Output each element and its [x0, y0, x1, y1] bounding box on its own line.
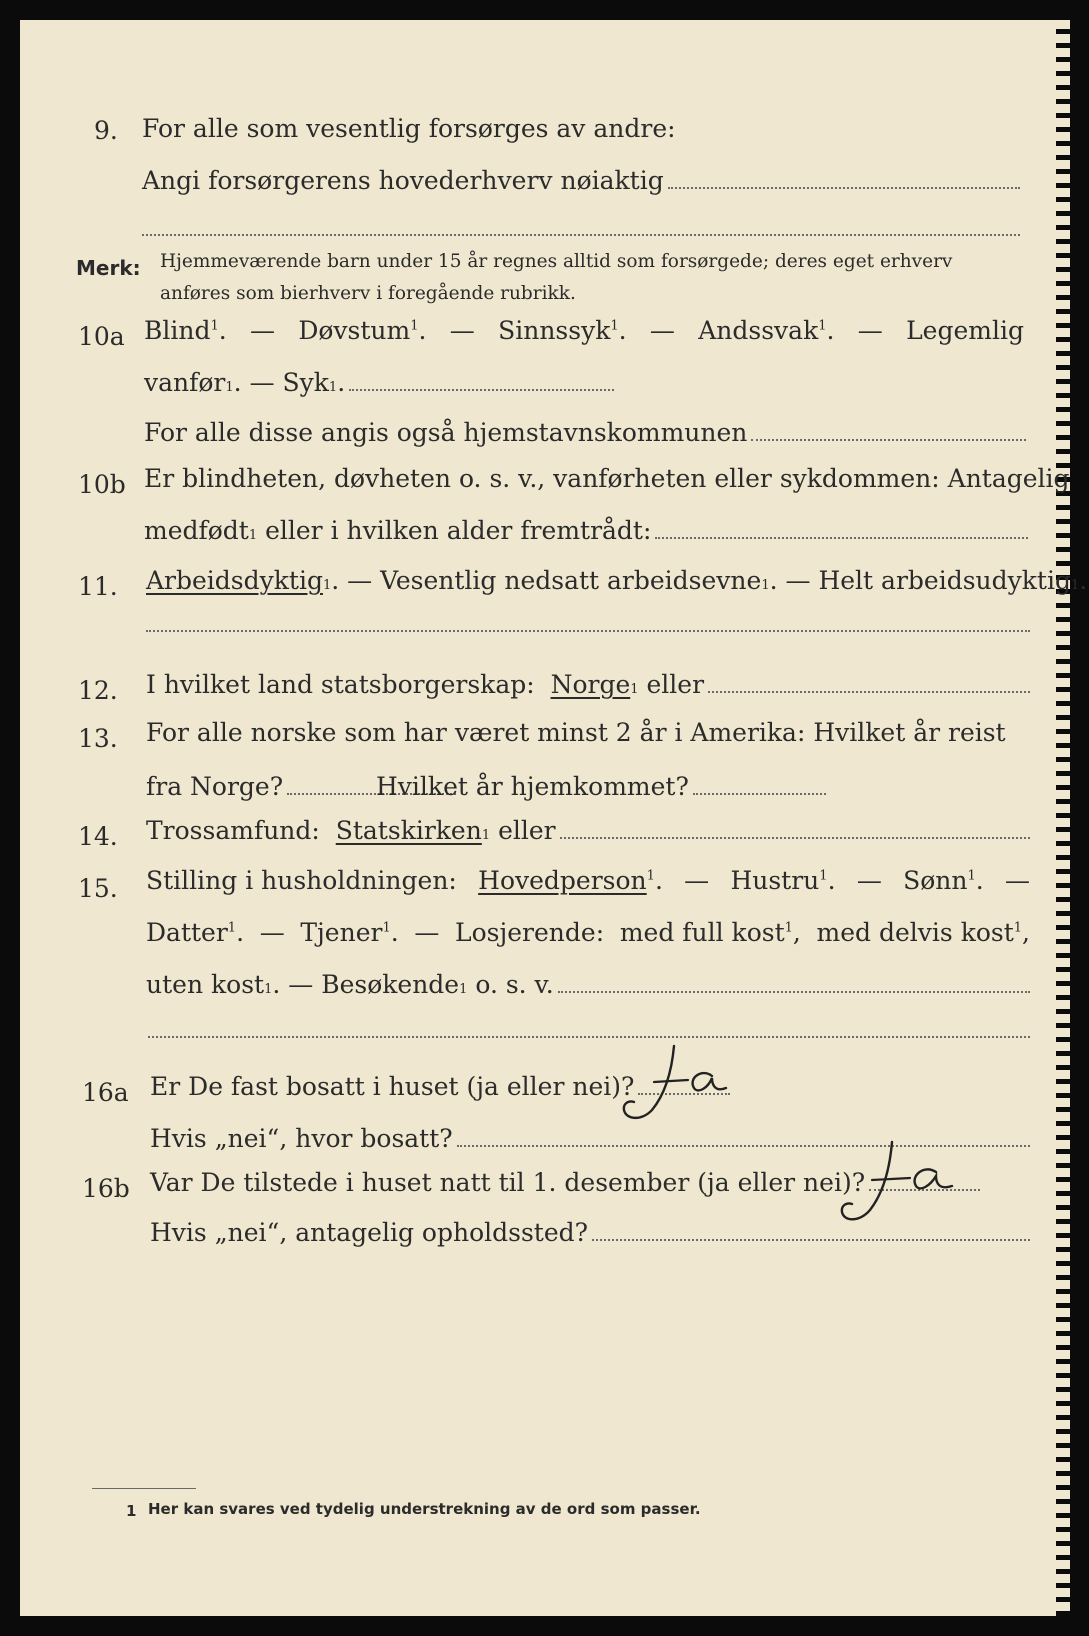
option-sinnssyk[interactable]: Sinnssyk [498, 316, 611, 345]
q10b-line2: medfødt 1 eller i hvilken alder fremtrådt: [144, 516, 1028, 545]
q9-extra-answer-line[interactable] [142, 234, 1020, 236]
merk-label: Merk: [76, 256, 141, 280]
option-hustru[interactable]: Hustru [730, 866, 820, 895]
q16b-opholdssted-field[interactable] [592, 1239, 1030, 1241]
fra-norge-label: fra Norge? [146, 772, 284, 801]
q9-line1 [142, 114, 676, 143]
q14-label: Trossamfund: [146, 816, 320, 845]
syk-answer-field[interactable] [349, 389, 614, 391]
q15-line3: uten kost 1 . — Besøkende 1 o. s. v. [146, 970, 1030, 999]
q9-label: Angi forsørgerens hovederhverv nøiaktig [142, 166, 664, 195]
q9-answer-field[interactable] [668, 187, 1020, 189]
q16a-number: 16a [82, 1078, 129, 1107]
merk-line1: Hjemmeværende barn under 15 år regnes alltid som forsørgede; deres eget erhverv [160, 251, 953, 272]
q16a-handwritten-ja [614, 1038, 754, 1128]
q10a-line3 [144, 418, 1026, 447]
option-andssvak[interactable]: Andssvak [698, 316, 819, 345]
q14-line: Trossamfund: Statskirken 1 eller [146, 816, 1030, 845]
census-form-page [20, 20, 1088, 1616]
footnote-mark: 1 [126, 1502, 137, 1520]
q16b-opholdssted-label: Hvis „nei“, antagelig opholdssted? [150, 1218, 589, 1247]
merk-line2: anføres som bierhverv i foregående rubrikk. [160, 283, 576, 304]
q10a-line1: Blind$^1$. — Døvstum$^1$. — Sinnssyk$^1$. — Andssvak$^1$. — Legemlig [144, 316, 1024, 345]
option-syk[interactable]: Syk [282, 368, 329, 397]
option-uten-kost[interactable]: uten kost [146, 970, 265, 999]
perforated-edge [1056, 20, 1070, 1616]
option-dovstum[interactable]: Døvstum [298, 316, 411, 345]
q9-line2 [142, 166, 1020, 195]
q13-number: 13. [78, 724, 118, 753]
q16a-label: Er De fast bosatt i huset (ja eller nei)? [150, 1072, 635, 1101]
q15-line1: Stilling i husholdningen: Hovedperson$^1$. — Hustru$^1$. — Sønn$^1$. — [146, 866, 1030, 895]
option-hovedperson-selected[interactable]: Hovedperson [478, 866, 647, 895]
q13-line2b [376, 772, 826, 801]
hjemstavn-label: For alle disse angis også hjemstavnskommunen [144, 418, 748, 447]
q12-line: I hvilket land statsborgerskap: Norge 1 eller [146, 670, 1030, 699]
option-blind[interactable]: Blind [144, 316, 211, 345]
q11-number: 11. [78, 572, 118, 601]
q9-text: For alle som vesentlig forsørges av andre: [142, 114, 676, 143]
footnote-text: Her kan svares ved tydelig understrekning av de ord som passer. [148, 1500, 701, 1518]
q12-eller: eller [646, 670, 705, 699]
q10a-number: 10a [78, 322, 125, 351]
option-arbeidsdyktig-selected[interactable]: Arbeidsdyktig [146, 566, 323, 595]
option-full-kost[interactable]: med full kost [619, 918, 785, 947]
q10b-line1 [144, 464, 1070, 493]
q12-answer-field[interactable] [708, 691, 1030, 693]
q11-line1: Arbeidsdyktig 1 . — Vesentlig nedsatt arbeidsevne 1 . — Helt arbeidsudyktig 1 . [146, 566, 1088, 595]
q16b-line2 [150, 1218, 1030, 1247]
q16a-bosatt-label: Hvis „nei“, hvor bosatt? [150, 1124, 453, 1153]
q12-number: 12. [78, 676, 118, 705]
option-datter[interactable]: Datter [146, 918, 228, 947]
footnote-rule [92, 1488, 196, 1489]
option-vesentlig-nedsatt[interactable]: Vesentlig nedsatt arbeidsevne [380, 566, 762, 595]
q15-extra-line[interactable] [148, 1036, 1030, 1038]
q16b-number: 16b [82, 1174, 130, 1203]
q9-number: 9. [94, 116, 118, 145]
option-besokende[interactable]: Besøkende [321, 970, 460, 999]
q14-eller: eller [498, 816, 556, 845]
q14-number: 14. [78, 822, 118, 851]
option-sonn[interactable]: Sønn [903, 866, 968, 895]
option-delvis-kost[interactable]: med delvis kost [816, 918, 1014, 947]
q11-extra-line[interactable] [146, 630, 1030, 632]
q16b-handwritten-ja [830, 1132, 980, 1232]
option-statskirken-selected[interactable]: Statskirken [335, 816, 482, 845]
q12-label: I hvilket land statsborgerskap: [146, 670, 535, 699]
q16b-label: Var De tilstede i huset natt til 1. desember (ja eller nei)? [150, 1168, 866, 1197]
q10b-number: 10b [78, 470, 126, 499]
option-tjener[interactable]: Tjener [300, 918, 383, 947]
option-norge-selected[interactable]: Norge [550, 670, 631, 699]
q15-number: 15. [78, 874, 118, 903]
osv-label: o. s. v. [475, 970, 554, 999]
q13-line1 [146, 718, 1006, 747]
losjerende-label: Losjerende: [455, 918, 605, 947]
q15-answer-field[interactable] [558, 991, 1030, 993]
hjemkommet-field[interactable] [693, 793, 826, 795]
hjemstavn-answer-field[interactable] [751, 439, 1026, 441]
q15-line2: Datter$^1$. — Tjener$^1$. — Losjerende: med full kost$^1$, med delvis kost$^1$, [146, 918, 1030, 947]
option-medfodt[interactable]: medfødt [144, 516, 249, 545]
alder-label: eller i hvilken alder fremtrådt: [265, 516, 652, 545]
option-legemlig-part1[interactable]: Legemlig [906, 316, 1024, 345]
q10b-text: Er blindheten, døvheten o. s. v., vanførheten eller sykdommen: Antagelig [144, 464, 1070, 493]
option-helt-arbeidsudyktig[interactable]: Helt arbeidsudyktig [818, 566, 1071, 595]
q15-label: Stilling i husholdningen: [146, 866, 457, 895]
alder-answer-field[interactable] [655, 537, 1028, 539]
q14-answer-field[interactable] [560, 837, 1030, 839]
q10a-line2: vanfør 1 . — Syk 1 . [144, 368, 614, 397]
hjemkommet-label: Hvilket år hjemkommet? [376, 772, 689, 801]
option-vanfor[interactable]: vanfør [144, 368, 226, 397]
q13-text: For alle norske som har været minst 2 år i Amerika: Hvilket år reist [146, 718, 1006, 747]
